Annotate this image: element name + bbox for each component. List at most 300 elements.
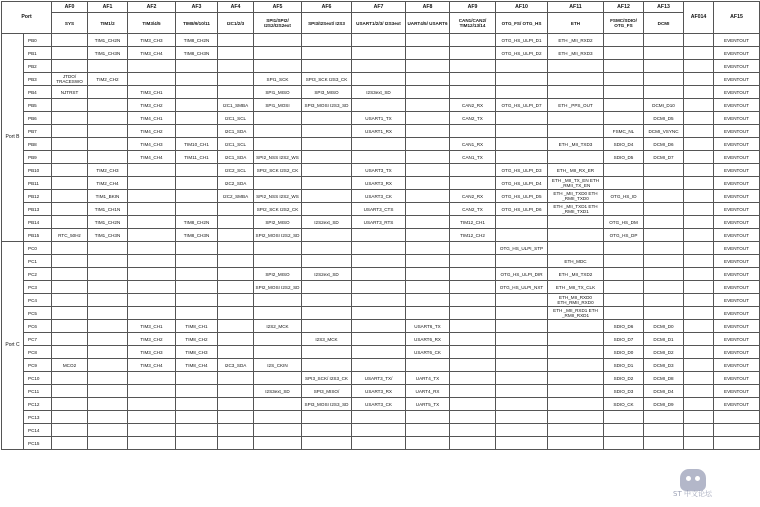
function-cell <box>218 203 254 216</box>
function-cell <box>218 385 254 398</box>
function-cell <box>604 112 644 125</box>
function-cell <box>176 307 218 320</box>
function-cell <box>604 73 644 86</box>
table-row <box>2 73 760 86</box>
function-cell: EVENTOUT <box>714 86 760 99</box>
af-header: AF4 <box>218 2 254 13</box>
function-cell <box>254 437 302 450</box>
table-row <box>2 268 760 281</box>
function-cell <box>254 112 302 125</box>
function-cell <box>128 203 176 216</box>
function-cell: ETH _MII_TX_CLK <box>548 281 604 294</box>
af-header: AF10 <box>496 2 548 13</box>
function-cell: SDIO_D1 <box>604 359 644 372</box>
pin-name: PC2 <box>24 268 52 281</box>
function-header: CAN1/CAN2/ TIM12/13/14 <box>450 13 496 34</box>
function-cell <box>254 294 302 307</box>
table-body <box>2 34 760 450</box>
function-cell <box>218 216 254 229</box>
function-cell <box>52 151 88 164</box>
function-cell: TIM12_CH2 <box>450 229 496 242</box>
function-cell: OTG_HS_ULPI_DIR <box>496 268 548 281</box>
function-cell <box>52 164 88 177</box>
function-cell: FSMC_NL <box>604 125 644 138</box>
function-cell: I2S2ext_SD <box>302 216 352 229</box>
function-cell <box>52 411 88 424</box>
function-cell <box>302 125 352 138</box>
function-cell <box>604 268 644 281</box>
function-cell <box>176 112 218 125</box>
function-cell <box>604 47 644 60</box>
function-cell: SPI2_MISO <box>254 216 302 229</box>
pin-name: PB15 <box>24 229 52 242</box>
function-cell: CAN2_RX <box>450 190 496 203</box>
pin-name: PB12 <box>24 190 52 203</box>
function-cell <box>406 73 450 86</box>
function-cell: TIM3_CH2 <box>128 99 176 112</box>
table-row <box>2 99 760 112</box>
function-cell <box>52 138 88 151</box>
function-cell: TIM4_CH2 <box>128 125 176 138</box>
function-cell <box>548 216 604 229</box>
function-cell <box>684 333 714 346</box>
function-cell <box>218 60 254 73</box>
function-cell <box>52 320 88 333</box>
function-cell: TIM1_CH2N <box>88 34 128 47</box>
function-cell <box>176 177 218 190</box>
function-cell: UART4_RX <box>406 385 450 398</box>
function-cell: TIM10_CH1 <box>176 138 218 151</box>
function-cell <box>406 359 450 372</box>
function-cell: CAN1_RX <box>450 138 496 151</box>
function-cell <box>176 281 218 294</box>
table-row <box>2 359 760 372</box>
pin-name: PB6 <box>24 112 52 125</box>
function-cell: TIM8_CH3 <box>176 346 218 359</box>
function-cell <box>406 86 450 99</box>
function-cell <box>406 216 450 229</box>
function-cell <box>450 281 496 294</box>
function-cell <box>450 424 496 437</box>
port-header: Port <box>2 2 52 34</box>
function-header: OTG_FS/ OTG_HS <box>496 13 548 34</box>
function-cell: TIM8_CH3N <box>176 47 218 60</box>
function-cell <box>450 294 496 307</box>
function-cell <box>88 359 128 372</box>
function-cell: TIM8_CH3N <box>176 229 218 242</box>
function-cell: CAN2_TX <box>450 112 496 125</box>
function-cell: EVENTOUT <box>714 34 760 47</box>
function-cell <box>352 138 406 151</box>
function-cell <box>684 346 714 359</box>
function-cell: I2S3_MCK <box>302 333 352 346</box>
function-cell <box>128 411 176 424</box>
function-cell: ETH _MII_TXD0 ETH _RMII_TXD0 <box>548 190 604 203</box>
af-header: AF7 <box>352 2 406 13</box>
function-cell: CAN2_RX <box>450 99 496 112</box>
function-cell <box>450 307 496 320</box>
function-cell <box>88 281 128 294</box>
function-cell: UART5_TX <box>406 398 450 411</box>
function-cell <box>684 203 714 216</box>
function-cell <box>352 151 406 164</box>
function-cell <box>684 307 714 320</box>
function-cell <box>176 372 218 385</box>
function-cell: TIM3_CH4 <box>128 359 176 372</box>
function-cell <box>644 437 684 450</box>
function-cell: I2C1_SDA <box>218 151 254 164</box>
function-cell: DCMI_D6 <box>644 138 684 151</box>
function-cell <box>218 424 254 437</box>
function-cell: SPI1_MOSI <box>254 99 302 112</box>
function-cell <box>218 294 254 307</box>
function-cell <box>88 307 128 320</box>
function-cell <box>176 242 218 255</box>
function-cell: SDIO_D3 <box>604 385 644 398</box>
function-cell <box>548 86 604 99</box>
function-cell <box>128 255 176 268</box>
function-cell: EVENTOUT <box>714 294 760 307</box>
function-cell: TIM1_CH1N <box>88 203 128 216</box>
function-cell: USART6_CK <box>406 346 450 359</box>
function-cell <box>548 333 604 346</box>
function-cell <box>496 411 548 424</box>
function-cell: SPI2_MOSI I2S2_SD <box>254 281 302 294</box>
function-cell: TIM3_CH1 <box>128 320 176 333</box>
function-cell <box>684 190 714 203</box>
table-row <box>2 398 760 411</box>
function-cell <box>302 229 352 242</box>
function-cell <box>496 229 548 242</box>
function-cell <box>496 125 548 138</box>
function-cell <box>88 125 128 138</box>
function-cell <box>254 125 302 138</box>
function-cell <box>684 112 714 125</box>
function-cell <box>604 34 644 47</box>
function-header: SYS <box>52 13 88 34</box>
function-cell <box>684 359 714 372</box>
function-cell <box>218 268 254 281</box>
function-cell <box>302 164 352 177</box>
function-cell <box>496 398 548 411</box>
function-cell: DCMI_D1 <box>644 333 684 346</box>
function-cell <box>604 424 644 437</box>
function-cell: EVENTOUT <box>714 216 760 229</box>
function-cell: EVENTOUT <box>714 125 760 138</box>
function-cell <box>450 359 496 372</box>
function-cell <box>52 242 88 255</box>
function-cell <box>88 320 128 333</box>
function-cell: EVENTOUT <box>714 281 760 294</box>
function-cell: OTG_HS_ULPI_D5 <box>496 190 548 203</box>
function-cell <box>52 346 88 359</box>
function-cell <box>644 229 684 242</box>
function-cell <box>254 177 302 190</box>
function-cell <box>604 281 644 294</box>
function-cell <box>604 307 644 320</box>
function-cell: EVENTOUT <box>714 333 760 346</box>
function-cell <box>176 424 218 437</box>
af-header: AF2 <box>128 2 176 13</box>
function-cell: EVENTOUT <box>714 177 760 190</box>
function-cell <box>604 164 644 177</box>
function-cell: I2S2ext_SD <box>302 268 352 281</box>
function-header: USART1/2/3/ I2S3ext <box>352 13 406 34</box>
function-cell: OTG_HS_DM <box>604 216 644 229</box>
function-cell <box>496 216 548 229</box>
function-cell: I2C1_SCL <box>218 112 254 125</box>
function-cell <box>128 268 176 281</box>
function-cell <box>450 437 496 450</box>
function-cell <box>52 281 88 294</box>
function-cell <box>52 125 88 138</box>
function-cell <box>496 424 548 437</box>
function-cell <box>52 372 88 385</box>
af-header: AF014 <box>684 2 714 34</box>
function-cell: EVENTOUT <box>714 203 760 216</box>
function-cell <box>218 229 254 242</box>
pin-name: PB2 <box>24 60 52 73</box>
function-cell <box>450 333 496 346</box>
table-row <box>2 203 760 216</box>
function-cell <box>128 281 176 294</box>
pin-name: PC9 <box>24 359 52 372</box>
table-row <box>2 320 760 333</box>
function-cell <box>496 255 548 268</box>
function-cell <box>302 359 352 372</box>
function-cell: USART3_CTS <box>352 203 406 216</box>
function-cell: DCMI_D4 <box>644 385 684 398</box>
function-cell <box>254 138 302 151</box>
function-cell <box>644 164 684 177</box>
af-header: AF1 <box>88 2 128 13</box>
pin-name: PC13 <box>24 411 52 424</box>
function-cell <box>496 385 548 398</box>
function-cell <box>406 255 450 268</box>
function-cell: EVENTOUT <box>714 346 760 359</box>
function-cell <box>128 60 176 73</box>
function-cell <box>684 281 714 294</box>
table-row <box>2 255 760 268</box>
function-cell <box>548 60 604 73</box>
function-cell <box>644 242 684 255</box>
function-cell <box>128 164 176 177</box>
function-cell <box>254 411 302 424</box>
function-cell <box>218 47 254 60</box>
function-cell <box>128 73 176 86</box>
function-cell: ETH _MII_TXD1 ETH _RMII_TXD1 <box>548 203 604 216</box>
function-cell <box>714 437 760 450</box>
function-cell: TIM4_CH3 <box>128 138 176 151</box>
function-cell <box>684 177 714 190</box>
function-cell <box>714 424 760 437</box>
function-cell: I2C3_SDA <box>218 359 254 372</box>
function-cell: EVENTOUT <box>714 60 760 73</box>
watermark-text: ST 中文论坛 <box>673 490 712 498</box>
function-cell <box>128 307 176 320</box>
function-cell <box>128 424 176 437</box>
function-cell <box>88 86 128 99</box>
function-cell: I2C1_SDA <box>218 125 254 138</box>
alternate-function-table <box>1 1 760 450</box>
function-cell <box>176 125 218 138</box>
function-cell <box>406 125 450 138</box>
function-cell <box>88 437 128 450</box>
function-cell <box>406 34 450 47</box>
function-cell <box>644 203 684 216</box>
function-cell <box>450 242 496 255</box>
function-cell <box>406 411 450 424</box>
function-cell <box>218 34 254 47</box>
function-cell: USART3_RTS <box>352 216 406 229</box>
function-cell: ETH _MII_TX_EN ETH _RMII_TX_EN <box>548 177 604 190</box>
function-cell <box>52 60 88 73</box>
table-row <box>2 138 760 151</box>
function-cell <box>176 190 218 203</box>
table-row <box>2 216 760 229</box>
function-cell <box>52 190 88 203</box>
function-cell: SPI3_SCK I2S3_CK <box>302 73 352 86</box>
table-row <box>2 125 760 138</box>
function-cell: USART3_RX <box>352 385 406 398</box>
function-cell <box>604 242 644 255</box>
pin-name: PB13 <box>24 203 52 216</box>
function-cell: ETH _MII_TXD2 <box>548 268 604 281</box>
function-cell <box>254 34 302 47</box>
function-cell: SPI1_MISO <box>254 86 302 99</box>
table-row <box>2 34 760 47</box>
function-cell <box>684 216 714 229</box>
function-cell <box>684 73 714 86</box>
af-header: AF9 <box>450 2 496 13</box>
function-cell <box>496 359 548 372</box>
function-cell <box>302 203 352 216</box>
table-row <box>2 424 760 437</box>
function-cell <box>684 47 714 60</box>
function-cell <box>302 411 352 424</box>
function-cell <box>684 320 714 333</box>
function-cell: EVENTOUT <box>714 190 760 203</box>
pin-name: PB1 <box>24 47 52 60</box>
function-cell <box>450 60 496 73</box>
function-cell: DCMI_VSYNC <box>644 125 684 138</box>
function-cell <box>604 86 644 99</box>
function-cell: SPI2_SCK I2S2_CK <box>254 203 302 216</box>
function-cell <box>52 333 88 346</box>
function-cell <box>176 268 218 281</box>
table-row <box>2 372 760 385</box>
pin-name: PC15 <box>24 437 52 450</box>
function-cell: ETH_MII_RXD0 ETH_RMII_RXD0 <box>548 294 604 307</box>
function-cell <box>406 177 450 190</box>
function-cell: TIM1_CH3N <box>88 229 128 242</box>
function-cell <box>88 372 128 385</box>
function-cell <box>406 164 450 177</box>
function-cell: I2C2_SMBA <box>218 190 254 203</box>
function-cell: TIM3_CH3 <box>128 34 176 47</box>
function-cell <box>176 398 218 411</box>
function-cell: TIM3_CH1 <box>128 86 176 99</box>
function-cell <box>684 385 714 398</box>
port-label: Port C <box>2 242 24 450</box>
table-row <box>2 242 760 255</box>
function-cell <box>88 294 128 307</box>
function-cell <box>684 60 714 73</box>
af-header: AF15 <box>714 2 760 34</box>
function-cell <box>496 60 548 73</box>
function-cell: DCMI_D5 <box>644 112 684 125</box>
function-cell <box>548 112 604 125</box>
function-cell: SDIO_CK <box>604 398 644 411</box>
function-cell <box>644 73 684 86</box>
table-row <box>2 307 760 320</box>
function-cell <box>684 437 714 450</box>
function-cell: OTG_HS_ID <box>604 190 644 203</box>
function-cell <box>496 86 548 99</box>
function-cell <box>88 242 128 255</box>
function-cell <box>52 34 88 47</box>
function-cell: CAN2_TX <box>450 203 496 216</box>
pin-name: PC0 <box>24 242 52 255</box>
function-cell: EVENTOUT <box>714 255 760 268</box>
function-cell <box>88 60 128 73</box>
function-cell <box>548 372 604 385</box>
function-cell <box>52 398 88 411</box>
function-cell <box>684 372 714 385</box>
function-cell <box>644 255 684 268</box>
function-cell: USART3_CK <box>352 398 406 411</box>
function-cell <box>496 294 548 307</box>
function-cell: EVENTOUT <box>714 372 760 385</box>
function-cell <box>88 398 128 411</box>
table-row <box>2 411 760 424</box>
function-cell <box>450 268 496 281</box>
function-cell: ETH_ MII_RX_ER <box>548 164 604 177</box>
function-cell <box>406 242 450 255</box>
function-cell <box>176 60 218 73</box>
function-cell: OTG_HS_ULPI_STP <box>496 242 548 255</box>
function-cell: DCMI_D7 <box>644 151 684 164</box>
function-cell <box>406 60 450 73</box>
function-cell: SPI3_SCK/ I2S3_CK <box>302 372 352 385</box>
function-cell <box>302 242 352 255</box>
function-cell <box>176 99 218 112</box>
function-cell <box>52 177 88 190</box>
pin-name: PC7 <box>24 333 52 346</box>
pin-name: PB0 <box>24 34 52 47</box>
function-cell <box>352 294 406 307</box>
function-cell <box>352 307 406 320</box>
function-cell <box>406 268 450 281</box>
function-cell: USART6_RX <box>406 333 450 346</box>
function-cell <box>644 47 684 60</box>
function-cell <box>450 255 496 268</box>
function-cell: I2S_CKIN <box>254 359 302 372</box>
function-cell <box>254 346 302 359</box>
function-cell <box>352 346 406 359</box>
function-cell: TIM2_CH3 <box>88 164 128 177</box>
function-cell: USART3_CK <box>352 190 406 203</box>
function-cell <box>218 411 254 424</box>
function-cell: SPI2_NSS I2S2_WS <box>254 190 302 203</box>
function-cell <box>548 437 604 450</box>
function-cell <box>52 47 88 60</box>
function-cell <box>604 60 644 73</box>
function-cell <box>684 398 714 411</box>
function-cell <box>52 216 88 229</box>
function-cell <box>604 437 644 450</box>
function-cell <box>254 242 302 255</box>
